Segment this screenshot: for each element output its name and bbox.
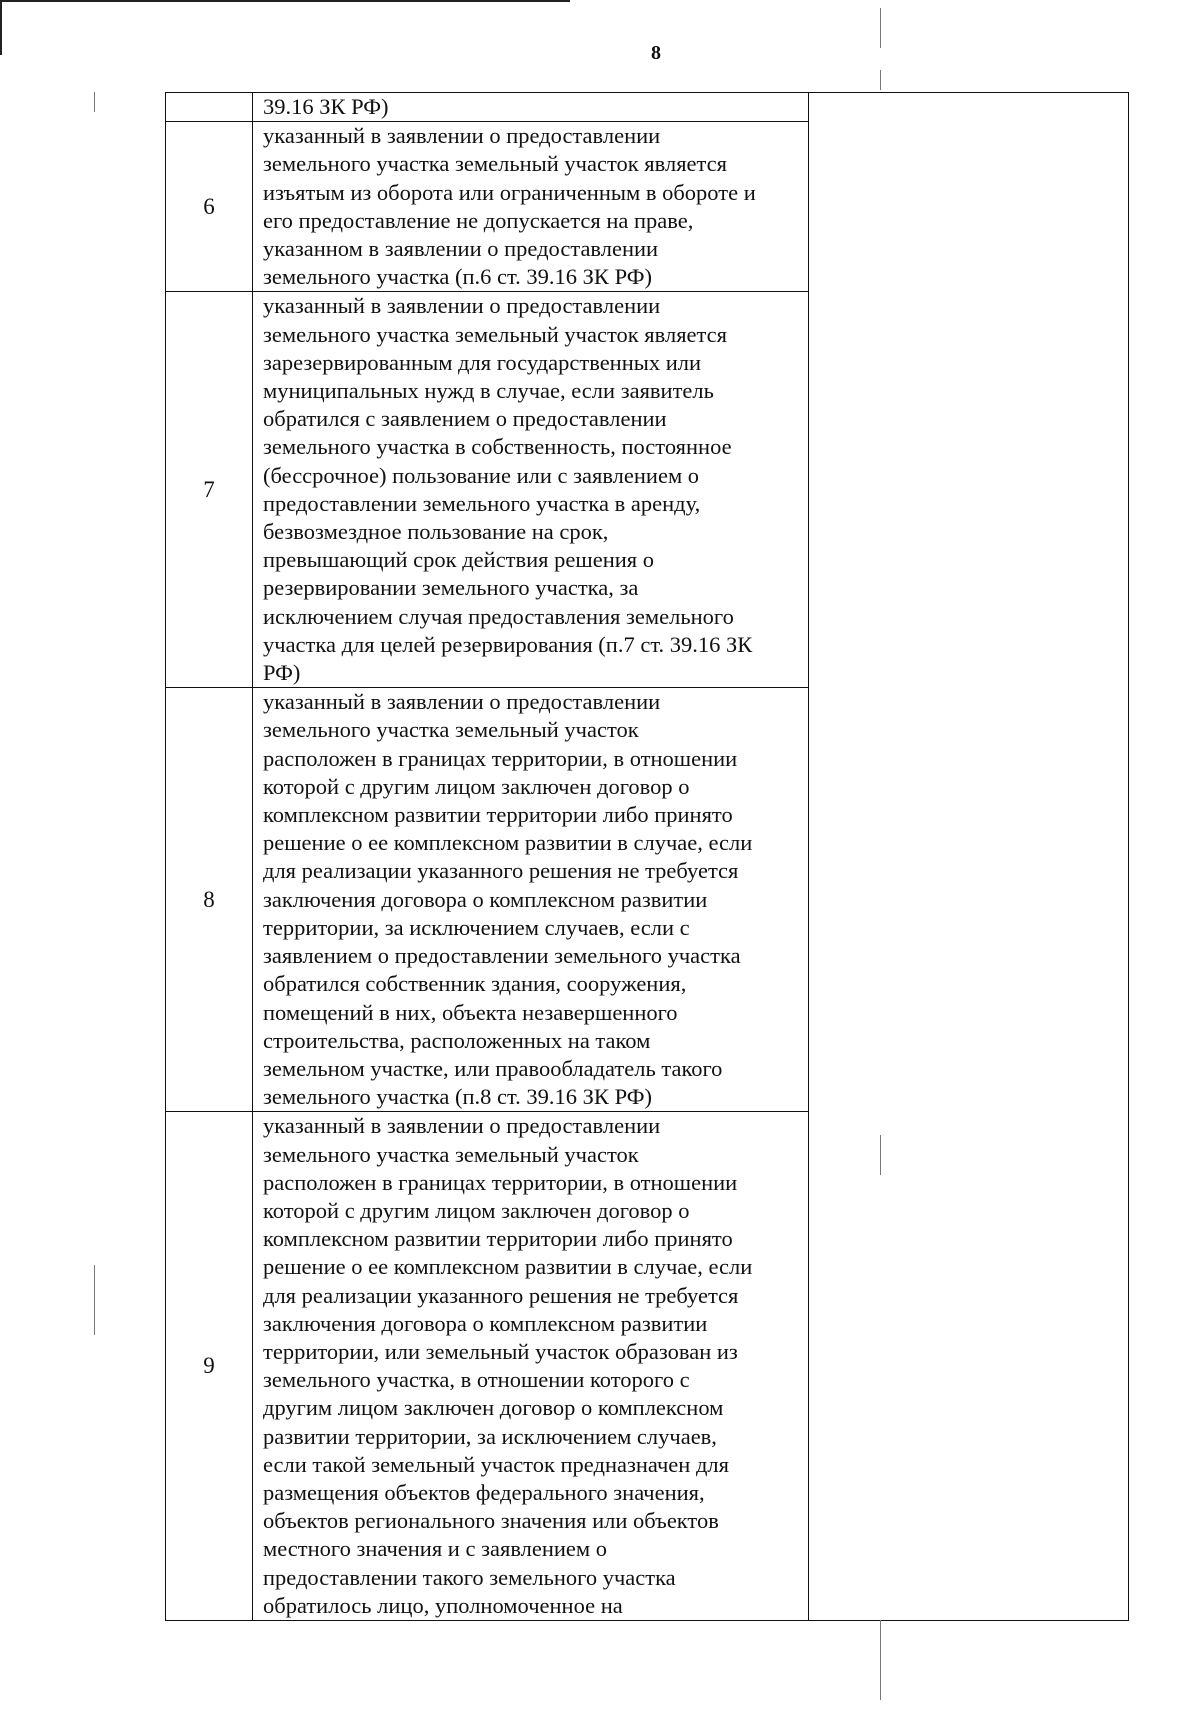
ground-text-line: 39.16 ЗК РФ) <box>263 94 389 119</box>
ground-text-line: заявлением о предоставлении земельного участка <box>263 943 741 969</box>
ground-text-line: для реализации указанного решения не требуется <box>263 858 739 884</box>
ground-text-line: комплексном развитии территории либо принято <box>263 802 733 828</box>
ground-text-line: земельного участка в собственность, постоянное <box>263 434 732 460</box>
ground-text-line: размещения объектов федерального значения, <box>263 1479 705 1505</box>
ground-text-line: муниципальных нужд в случае, если заявитель <box>263 378 714 404</box>
ground-text-line: если такой земельный участок предназначен для <box>263 1451 729 1477</box>
ground-text-line: земельного участка земельный участок <box>263 1141 639 1167</box>
ground-text-line: комплексном развитии территории либо принято <box>263 1226 733 1252</box>
ground-text-line: земельного участка (п.6 ст. 39.16 ЗК РФ) <box>263 264 652 290</box>
ground-text-line: которой с другим лицом заключен договор о <box>263 773 690 799</box>
ground-text-line: указанном в заявлении о предоставлении <box>263 236 659 262</box>
ground-text-line: другим лицом заключен договор о комплексном <box>263 1395 724 1421</box>
ground-text-line: предоставлении такого земельного участка <box>263 1564 676 1590</box>
ground-text-line: строительства, расположенных на таком <box>263 1027 651 1053</box>
ground-text-line: резервировании земельного участка, за <box>263 575 639 601</box>
table-row <box>166 93 1129 122</box>
ground-text-line: указанный в заявлении о предоставлении <box>263 689 661 715</box>
ground-text-line: расположен в границах территории, в отношении <box>263 745 738 771</box>
ground-text-line: РФ) <box>263 660 301 686</box>
scan-artifact <box>94 1265 95 1335</box>
scan-artifact <box>94 92 95 112</box>
ground-text-line: указанный в заявлении о предоставлении <box>263 123 661 149</box>
row-number-cell: 6 <box>166 122 253 292</box>
ground-text-line: участка для целей резервирования (п.7 ст. 39.16 ЗК <box>263 631 753 657</box>
ground-text-line: превышающий срок действия решения о <box>263 547 655 573</box>
ground-text-line: земельного участка (п.8 ст. 39.16 ЗК РФ) <box>263 1084 652 1110</box>
empty-right-column-cell <box>809 93 1129 1621</box>
ground-text-line: объектов регионального значения или объектов <box>263 1508 719 1534</box>
ground-text-line: (бессрочное) пользование или с заявлением о <box>263 462 700 488</box>
row-number-cell: 9 <box>166 1112 253 1621</box>
ground-text-line: заключения договора о комплексном развитии <box>263 1310 708 1336</box>
ground-text-line: территории, за исключением случаев, если с <box>263 914 690 940</box>
ground-text-line: помещений в них, объекта незавершенного <box>263 999 678 1025</box>
ground-text-cell <box>253 1112 809 1621</box>
ground-text-line: обратился собственник здания, сооружения, <box>263 971 687 997</box>
ground-text-line: земельном участке, или правообладатель такого <box>263 1055 723 1081</box>
ground-text-cell <box>253 292 809 688</box>
ground-text-line: которой с другим лицом заключен договор о <box>263 1197 690 1223</box>
ground-text-line: расположен в границах территории, в отношении <box>263 1169 738 1195</box>
ground-text-line: земельного участка, в отношении которого с <box>263 1367 690 1393</box>
ground-text-line: решение о ее комплексном развитии в случае, если <box>263 830 753 856</box>
ground-text-cell <box>253 93 809 122</box>
ground-text-line: безвозмездное пользование на срок, <box>263 519 609 545</box>
page-number: 8 <box>651 42 661 64</box>
ground-text-line: обратилось лицо, уполномоченное на <box>263 1592 623 1618</box>
ground-text-line: территории, или земельный участок образован из <box>263 1338 738 1364</box>
ground-text-line: изъятым из оборота или ограниченным в обороте и <box>263 179 756 205</box>
ground-text-line: его предоставление не допускается на праве, <box>263 207 694 233</box>
ground-text-line: указанный в заявлении о предоставлении <box>263 1113 661 1139</box>
ground-text-line: для реализации указанного решения не требуется <box>263 1282 739 1308</box>
scan-artifact <box>880 8 881 48</box>
ground-text-line: заключения договора о комплексном развитии <box>263 886 708 912</box>
row-number-cell <box>166 93 253 122</box>
scan-artifact <box>880 1135 881 1175</box>
ground-text-line: земельного участка земельный участок является <box>263 151 727 177</box>
ground-text-line: земельного участка земельный участок является <box>263 321 727 347</box>
row-number-cell: 8 <box>166 688 253 1112</box>
scan-artifact <box>880 70 881 90</box>
ground-text-cell <box>253 122 809 292</box>
ground-text-line: местного значения и с заявлением о <box>263 1536 608 1562</box>
ground-text-line: зарезервированным для государственных или <box>263 349 702 375</box>
ground-text-line: развитии территории, за исключением случаев, <box>263 1423 717 1449</box>
ground-text-cell <box>253 688 809 1112</box>
row-number-cell: 7 <box>166 292 253 688</box>
grounds-table-body <box>166 93 1129 1621</box>
ground-text-line: обратился с заявлением о предоставлении <box>263 406 667 432</box>
scan-artifact <box>880 1620 881 1700</box>
ground-text-line: предоставлении земельного участка в аренду, <box>263 490 701 516</box>
ground-text-line: земельного участка земельный участок <box>263 717 639 743</box>
grounds-table <box>165 92 1129 1621</box>
scan-edge-top <box>0 0 570 2</box>
ground-text-line: решение о ее комплексном развитии в случае, если <box>263 1254 753 1280</box>
ground-text-line: указанный в заявлении о предоставлении <box>263 293 661 319</box>
ground-text-line: исключением случая предоставления земельного <box>263 603 734 629</box>
